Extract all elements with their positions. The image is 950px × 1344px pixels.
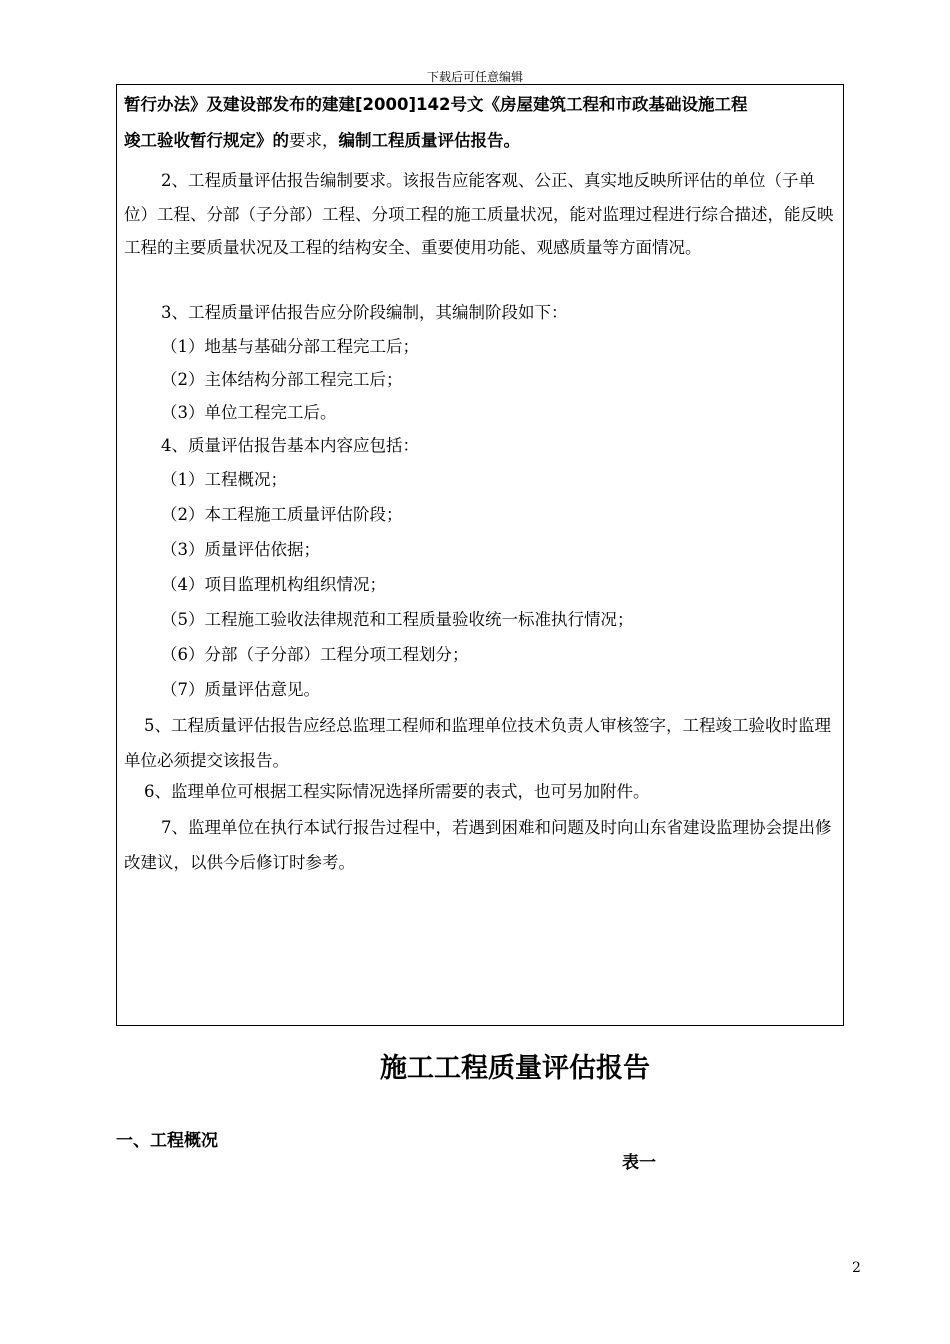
list-item: （7）质量评估意见。 xyxy=(161,680,320,699)
paragraph-2: 2、工程质量评估报告编制要求。该报告应能客观、公正、真实地反映所评估的单位（子单位）工程、分部（子分部）工程、分项工程的施工质量状况，能对监理过程进行综合描述，能反映工程的主要质量状况及工程的结构安全、重要使用功能、观感质量等方面情况。 xyxy=(124,171,834,257)
list-item: （2）主体结构分部工程完工后； xyxy=(161,370,403,389)
list-item: （1）地基与基础分部工程完工后； xyxy=(161,337,419,356)
intro-line-2-bold-end: 编制工程质量评估报告。 xyxy=(338,131,520,150)
page-title: 施工工程质量评估报告 xyxy=(380,1053,650,1084)
paragraph-7: 7、监理单位在执行本试行报告过程中，若遇到困难和问题及时向山东省建设监理协会提出修改建议，以供今后修订时参考。 xyxy=(124,818,832,872)
intro-line-2-plain: 要求， xyxy=(289,131,339,150)
paragraph-4: 4、质量评估报告基本内容应包括： xyxy=(161,436,419,455)
paragraph-6: 6、监理单位可根据工程实际情况选择所需要的表式，也可另加附件。 xyxy=(144,782,650,801)
list-item: （6）分部（子分部）工程分项工程划分； xyxy=(161,645,469,664)
list-item: （3）单位工程完工后。 xyxy=(161,403,337,422)
intro-line-2-bold: 竣工验收暂行规定》的 xyxy=(124,131,289,150)
header-note: 下载后可任意编辑 xyxy=(426,70,523,84)
intro-line-1: 暂行办法》及建设部发布的建建[2000]142号文《房屋建筑工程和市政基础设施工程 xyxy=(124,95,748,114)
table-label: 表一 xyxy=(622,1153,656,1173)
intro-line-2 xyxy=(124,124,836,158)
page-number: 2 xyxy=(852,1260,861,1276)
list-item: （1）工程概况； xyxy=(161,470,287,489)
paragraph-5: 5、工程质量评估报告应经总监理工程师和监理单位技术负责人审核签字，工程竣工验收时监理单位必须提交该报告。 xyxy=(124,716,831,770)
paragraph-3: 3、工程质量评估报告应分阶段编制，其编制阶段如下： xyxy=(161,303,568,322)
list-item: （3）质量评估依据； xyxy=(161,540,320,559)
section-heading: 一、工程概况 xyxy=(116,1131,218,1151)
list-item: （2）本工程施工质量评估阶段； xyxy=(161,505,403,524)
list-item: （5）工程施工验收法律规范和工程质量验收统一标准执行情况； xyxy=(161,610,634,629)
list-item: （4）项目监理机构组织情况； xyxy=(161,575,386,594)
